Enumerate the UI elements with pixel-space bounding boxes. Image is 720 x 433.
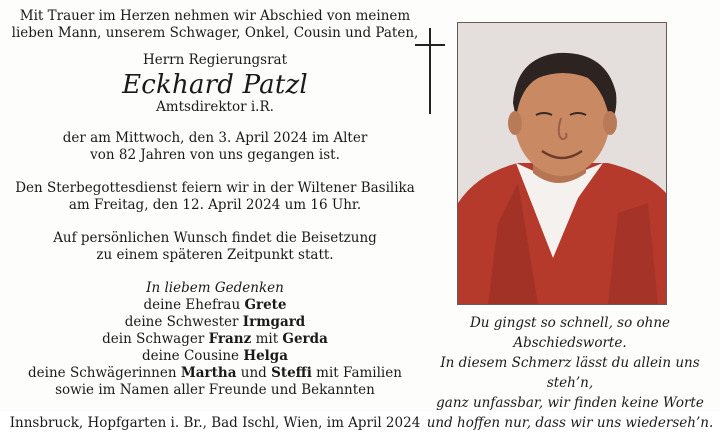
deceased-role: Amtsdirektor i.R. bbox=[156, 99, 274, 115]
death-line-1: der am Mittwoch, den 3. April 2024 im Alter bbox=[62, 130, 368, 146]
death-line-2: von 82 Jahren von uns gegangen ist. bbox=[90, 147, 340, 163]
memorial-poem bbox=[420, 313, 720, 433]
intro-line-1: Mit Trauer im Herzen nehmen wir Abschied von meinem bbox=[19, 8, 411, 24]
mourner-friends: sowie im Namen aller Freunde und Bekannten bbox=[55, 382, 375, 398]
honorific-title: Herrn Regierungsrat bbox=[142, 52, 288, 68]
burial-line-2: zu einem späteren Zeitpunkt statt. bbox=[96, 247, 334, 263]
poem-line-2: In diesem Schmerz lässt du allein uns steh’n, bbox=[440, 355, 700, 391]
poem-line-4: und hoffen nur, dass wir uns wiederseh’n. bbox=[426, 415, 714, 431]
service-line-1: Den Sterbegottesdienst feiern wir in der Wiltener Basilika bbox=[15, 180, 415, 196]
obituary-text-column bbox=[0, 8, 430, 432]
service-line-2: am Freitag, den 12. April 2024 um 16 Uhr. bbox=[68, 197, 362, 213]
deceased-name: Eckhard Patzl bbox=[122, 70, 308, 100]
portrait-photo bbox=[457, 22, 667, 305]
mourner-sisters-in-law: deine Schwägerinnen Martha und Steffi mit Familien bbox=[28, 365, 402, 381]
poem-line-3: ganz unfassbar, wir finden keine Worte bbox=[436, 395, 704, 411]
cross-icon bbox=[415, 28, 445, 114]
mourner-sister: deine Schwester Irmgard bbox=[124, 314, 306, 330]
memory-heading: In liebem Gedenken bbox=[146, 280, 284, 296]
mourner-brother-in-law: dein Schwager Franz mit Gerda bbox=[102, 331, 328, 347]
mourner-wife: deine Ehefrau Grete bbox=[143, 297, 287, 313]
intro-line-2: lieben Mann, unserem Schwager, Onkel, Cousin und Paten, bbox=[11, 25, 419, 41]
burial-line-1: Auf persönlichen Wunsch findet die Beisetzung bbox=[53, 230, 377, 246]
mourner-cousin: deine Cousine Helga bbox=[142, 348, 288, 364]
place-and-date: Innsbruck, Hopfgarten i. Br., Bad Ischl, Wien, im April 2024 bbox=[9, 415, 421, 431]
poem-line-1: Du gingst so schnell, so ohne Abschiedsworte. bbox=[469, 315, 671, 351]
